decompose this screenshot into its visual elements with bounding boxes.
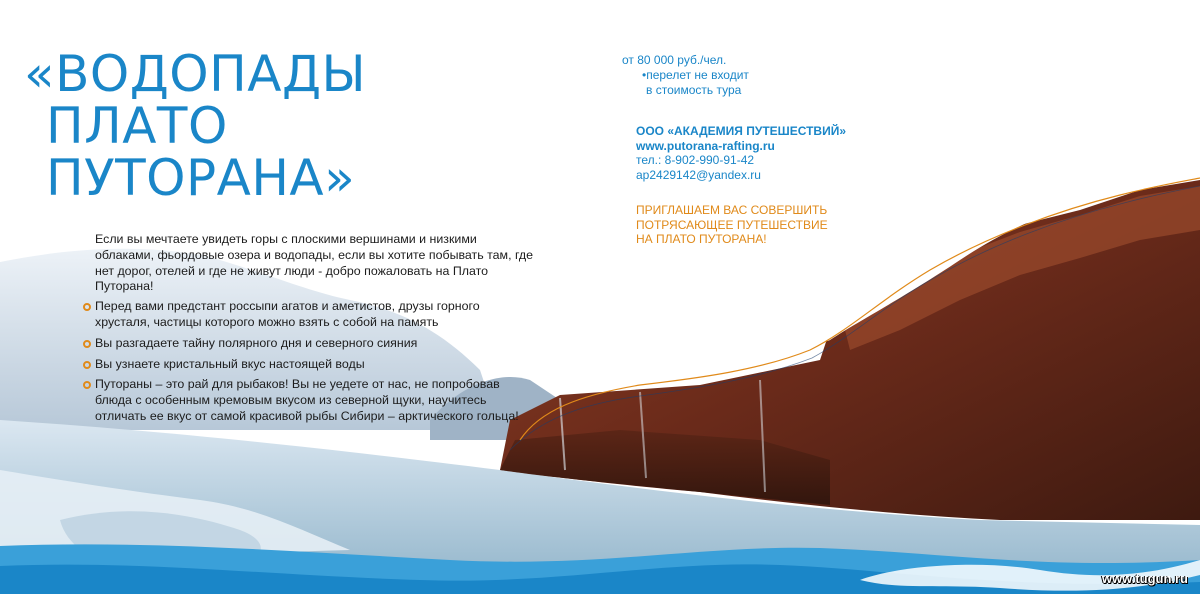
price-note-line-2: в стоимость тура	[646, 83, 742, 97]
description-block	[95, 232, 535, 430]
list-item: Путораны – это рай для рыбаков! Вы не уедете от нас, не попробовав блюда с особенным кремовым вкусом из северной щуки, научитесь отличать ее вкус от самой красивой рыбы Сибири – арктического гольца!	[95, 377, 535, 424]
title-line-3: ПУТОРАНА»	[46, 149, 356, 207]
price-line: от 80 000 руб./чел.	[622, 53, 727, 67]
features-list	[95, 299, 535, 425]
price-note-line-1: •перелет не входит	[642, 68, 749, 82]
list-item: Вы узнаете кристальный вкус настоящей воды	[95, 357, 535, 373]
invitation-line-1: ПРИГЛАШАЕМ ВАС СОВЕРШИТЬ	[636, 203, 828, 217]
title-line-2: ПЛАТО	[46, 97, 228, 155]
title-line-1: «ВОДОПАДЫ	[24, 45, 367, 103]
invitation-text	[636, 203, 828, 247]
page-title	[24, 45, 367, 207]
invitation-line-2: ПОТРЯСАЮЩЕЕ ПУТЕШЕСТВИЕ	[636, 217, 828, 232]
company-name: ООО «АКАДЕМИЯ ПУТЕШЕСТВИЙ»	[636, 124, 847, 138]
watermark: www.tugun.ru	[1101, 571, 1188, 586]
list-item: Вы разгадаете тайну полярного дня и северного сияния	[95, 336, 535, 352]
contact-block	[636, 124, 846, 182]
list-item: Перед вами предстант россыпи агатов и аметистов, друзы горного хрусталя, частицы которого можно взять с собой на память	[95, 299, 535, 331]
invitation-line-3: НА ПЛАТО ПУТОРАНА!	[636, 232, 767, 246]
email-link[interactable]: ap2429142@yandex.ru	[636, 167, 761, 182]
phone-number: тел.: 8-902-990-91-42	[636, 153, 755, 167]
website-link[interactable]: www.putorana-rafting.ru	[636, 138, 775, 153]
price-block	[622, 53, 749, 98]
intro-paragraph: Если вы мечтаете увидеть горы с плоскими вершинами и низкими облаками, фьордовые озера и водопады, если вы хотите побывать там, где нет дорог, отелей и где не живут люди - добро пожаловать на Плато Путорана!	[95, 232, 534, 294]
